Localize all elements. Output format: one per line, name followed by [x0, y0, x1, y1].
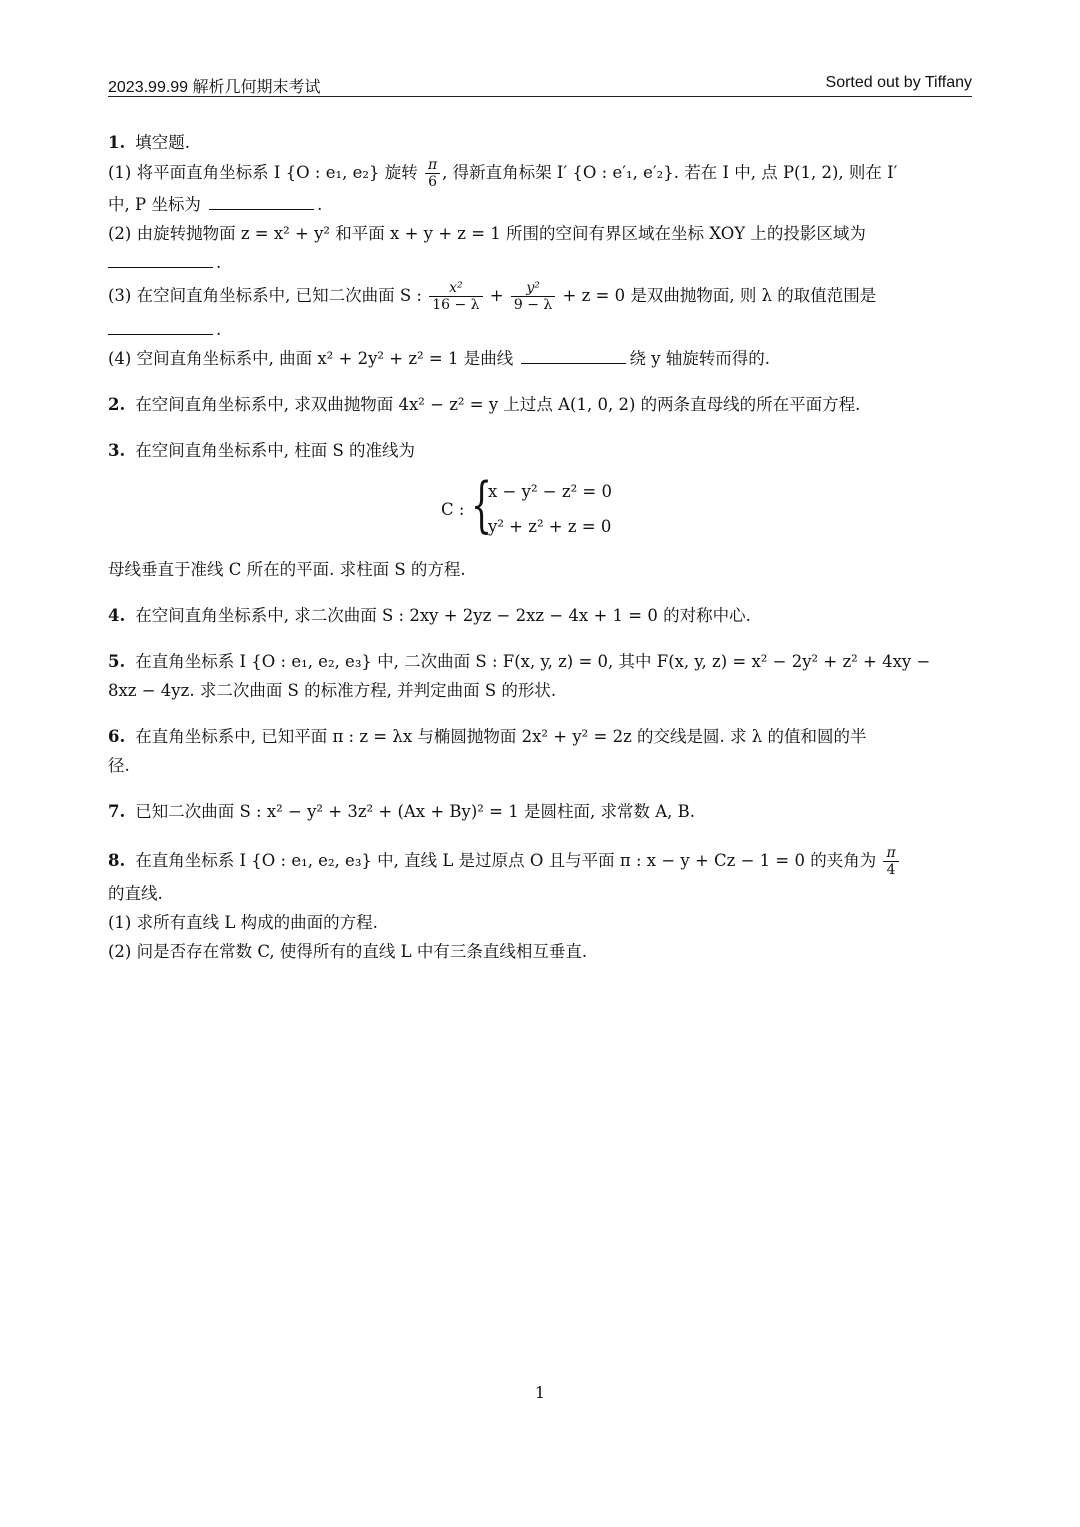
problem-number: 5. [108, 652, 126, 671]
problem-text: 在直角坐标系中, 已知平面 π : z = λx 与椭圆抛物面 2x² + y² = 2z 的交线是圆. 求 λ 的值和圆的半 [135, 727, 867, 746]
problem-line [108, 843, 972, 879]
fraction-numerator: x² [429, 280, 482, 297]
fraction-denominator: 6 [428, 174, 438, 190]
problem-text: 在空间直角坐标系中, 求二次曲面 S : 2xy + 2yz − 2xz − 4x + 1 = 0 的对称中心. [135, 606, 751, 625]
problem-line [108, 436, 972, 465]
part-text: . [216, 253, 222, 272]
problem-1-part-2-line-1 [108, 219, 972, 248]
problem-number: 8. [108, 851, 126, 870]
problem-line [108, 797, 972, 826]
part-text: . [216, 320, 222, 339]
problem-text: 在直角坐标系 I {O : e₁, e₂, e₃} 中, 直线 L 是过原点 O 且与平面 π : x − y + Cz − 1 = 0 的夹角为 [135, 851, 877, 870]
problem-8 [108, 843, 972, 966]
problem-text: 填空题. [135, 133, 190, 152]
fraction [511, 280, 555, 313]
fraction-denominator: 16 − λ [432, 297, 480, 313]
header-author: Sorted out by Tiffany [825, 74, 972, 91]
fraction-denominator: 4 [886, 862, 896, 878]
problem-text-continued: 的直线. [108, 884, 163, 903]
fraction [429, 280, 482, 313]
problem-1-part-2-line-2 [108, 248, 972, 277]
page-header [108, 72, 972, 96]
problem-number: 1. [108, 133, 126, 152]
answer-blank [209, 193, 314, 210]
problem-6 [108, 722, 972, 780]
problem-1-part-3-line-2 [108, 315, 972, 344]
part-text: (4) 空间直角坐标系中, 曲面 x² + 2y² + z² = 1 是曲线 [108, 349, 514, 368]
problem-number: 3. [108, 441, 126, 460]
part-text: (1) 将平面直角坐标系 I {O : e₁, e₂} 旋转 [108, 163, 418, 182]
problem-line [108, 722, 972, 751]
problem-4 [108, 601, 972, 630]
part-text: 中, P 坐标为 [108, 195, 201, 214]
problem-1-part-1-line-2 [108, 190, 972, 219]
problem-number: 4. [108, 606, 126, 625]
equation-system [108, 470, 972, 543]
fraction-numerator: y² [511, 280, 555, 297]
left-brace: { [471, 470, 493, 540]
problem-3 [108, 436, 972, 584]
problem-text: 在直角坐标系 I {O : e₁, e₂, e₃} 中, 二次曲面 S : F(x, y, z) = 0, 其中 F(x, y, z) = x² − 2y² + z² + 4xy − [135, 652, 931, 671]
fraction-denominator: 9 − λ [513, 297, 553, 313]
system-label: C : [441, 500, 465, 519]
problem-5 [108, 647, 972, 705]
problem-1-part-1-line-1 [108, 157, 972, 190]
problem-line [108, 601, 972, 630]
part-text: 绕 y 轴旋转而得的. [629, 349, 771, 368]
problem-number: 2. [108, 395, 126, 414]
fraction-numerator: π [883, 845, 898, 862]
problem-line [108, 647, 972, 676]
problem-2 [108, 390, 972, 419]
fraction-numerator: π [425, 157, 440, 174]
fraction [883, 845, 898, 878]
part-text: + z = 0 是双曲抛物面, 则 λ 的取值范围是 [562, 286, 877, 305]
answer-blank [521, 347, 626, 364]
problem-text-continued: 径. [108, 756, 130, 775]
problem-text: 在空间直角坐标系中, 求双曲抛物面 4x² − z² = y 上过点 A(1, 0, 2) 的两条直母线的所在平面方程. [135, 395, 861, 414]
problem-line [108, 390, 972, 419]
fraction [425, 157, 440, 190]
page-number: 1 [534, 1383, 546, 1402]
part-text: . [317, 195, 323, 214]
plus-sign: + [489, 286, 504, 305]
system-equation-2: y² + z² + z = 0 [488, 517, 612, 536]
problem-1-part-3-line-1 [108, 277, 972, 315]
part-text: (2) 由旋转抛物面 z = x² + y² 和平面 x + y + z = 1 所围的空间有界区域在坐标 XOY 上的投影区域为 [108, 224, 866, 243]
part-text: , 得新直角标架 I′ {O : e′₁, e′₂}. 若在 I 中, 点 P(1, 2), 则在 I′ [442, 163, 898, 182]
header-rule [108, 96, 972, 97]
problem-3-after: 母线垂直于准线 C 所在的平面. 求柱面 S 的方程. [108, 560, 466, 579]
part-text: (3) 在空间直角坐标系中, 已知二次曲面 S : [108, 286, 422, 305]
problem-1 [108, 128, 972, 373]
answer-blank [108, 251, 213, 268]
problem-7 [108, 797, 972, 826]
header-title: 2023.99.99 解析几何期末考试 [108, 79, 321, 96]
problem-1-title [108, 128, 972, 157]
problem-1-part-4-line-1 [108, 344, 972, 373]
problem-8-part-1: (1) 求所有直线 L 构成的曲面的方程. [108, 913, 378, 932]
problem-text: 已知二次曲面 S : x² − y² + 3z² + (Ax + By)² = 1 是圆柱面, 求常数 A, B. [135, 802, 695, 821]
problem-8-part-2: (2) 问是否存在常数 C, 使得所有的直线 L 中有三条直线相互垂直. [108, 942, 588, 961]
system-equation-1: x − y² − z² = 0 [488, 482, 612, 501]
problem-text-continued: 8xz − 4yz. 求二次曲面 S 的标准方程, 并判定曲面 S 的形状. [108, 681, 557, 700]
problem-text: 在空间直角坐标系中, 柱面 S 的准线为 [135, 441, 416, 460]
exam-content [108, 128, 972, 983]
problem-number: 6. [108, 727, 126, 746]
problem-number: 7. [108, 802, 126, 821]
answer-blank [108, 318, 213, 335]
